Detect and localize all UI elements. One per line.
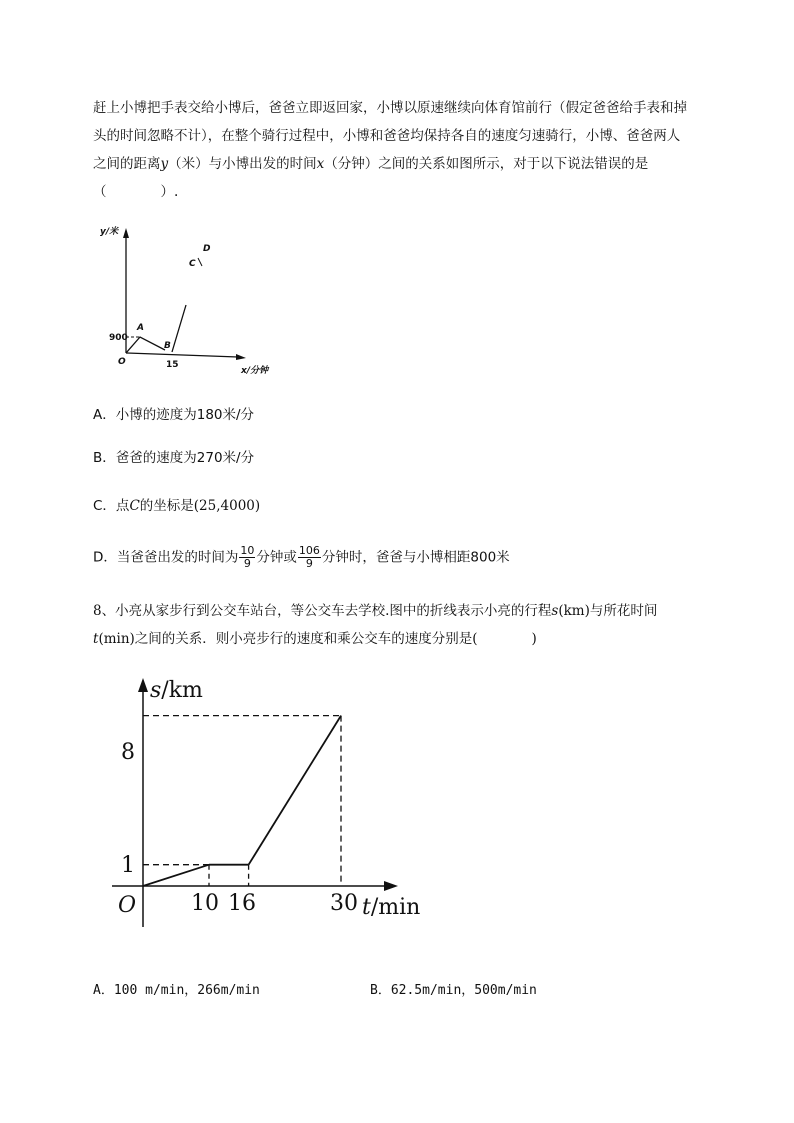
fig2-y-tick-1: 1 xyxy=(121,853,135,878)
fig2-y-label-var: s xyxy=(150,678,162,703)
q8-line-1-part-b: (km)与所花时间 xyxy=(558,603,658,619)
fig2-x-tick-30: 30 xyxy=(330,891,358,916)
var-t: t xyxy=(93,631,99,647)
q7-line-4: （ ）. xyxy=(93,184,179,200)
var-s: s xyxy=(551,603,559,619)
q7-option-d-suffix: 分钟时，爸爸与小博相距800米 xyxy=(321,549,510,566)
q7-option-a: A．小博的迹度为180米/分 xyxy=(93,407,255,423)
q7-line-3-part-b: （米）与小博出发的时间 xyxy=(168,156,317,172)
fraction-1-denominator: 9 xyxy=(243,557,251,570)
fig1-y-tick-900: 900 xyxy=(109,333,128,343)
q7-option-d-middle: 分钟或 xyxy=(256,549,297,566)
fig2-segment-1 xyxy=(143,865,209,886)
fig1-point-b: B xyxy=(164,341,171,351)
fig2-x-label xyxy=(362,895,420,920)
fig2-plot-area xyxy=(143,716,341,886)
fig2-segment-3 xyxy=(249,716,341,865)
q8-line-1-part-a: 8、小亮从家步行到公交车站台，等公交车去学校.图中的折线表示小亮的行程 xyxy=(93,603,552,619)
q7-option-c-suffix: 的坐标是(25,4000) xyxy=(139,498,261,514)
fig2-y-arrow xyxy=(138,678,148,692)
fig1-point-c: C xyxy=(189,259,196,269)
q7-option-b: B．爸爸的速度为270米/分 xyxy=(93,450,255,466)
q8-line-2-text: (min)之间的关系．则小亮步行的速度和乘公交车的速度分别是( ) xyxy=(98,631,537,647)
fig2-y-label-unit: /km xyxy=(161,678,203,703)
fig2-y-tick-8: 8 xyxy=(121,740,135,765)
fig2-x-label-unit: /min xyxy=(370,895,421,920)
var-x: x xyxy=(316,156,325,172)
fig2-x-tick-16: 16 xyxy=(228,891,256,916)
q7-option-c-prefix: C．点 xyxy=(93,498,130,514)
fig2-y-label xyxy=(150,678,203,703)
fig2-x-tick-10: 10 xyxy=(191,891,219,916)
var-y: y xyxy=(160,156,169,172)
q7-line-1: 赶上小博把手表交给小博后，爸爸立即返回家，小博以原速继续向体育馆前行（假定爸爸给手表和掉 xyxy=(93,100,687,116)
q7-option-c-symbol: C xyxy=(129,498,140,514)
q7-line-2: 头的时间忽略不计），在整个骑行过程中，小博和爸爸均保持各自的速度匀速骑行，小博、爸爸两人 xyxy=(93,128,681,144)
fig1-point-a: A xyxy=(137,323,144,333)
fig2-x-label-var: t xyxy=(362,895,371,920)
q8-option-b: B．62.5m/min，500m/min xyxy=(370,983,537,998)
fraction-1-numerator: 10 xyxy=(240,544,255,557)
fig1-x-label: x/分钟 xyxy=(241,366,269,376)
fig2-origin: O xyxy=(118,893,137,918)
fig1-x-tick-15: 15 xyxy=(166,360,179,370)
fraction-2-numerator: 106 xyxy=(298,544,320,557)
fig1-y-label: y/米 xyxy=(100,227,119,237)
q7-line-3-part-c: （分钟）之间的关系如图所示，对于以下说法错误的是 xyxy=(324,156,649,172)
q7-option-d-prefix: D．当爸爸出发的时间为 xyxy=(93,549,239,566)
fig2-x-arrow xyxy=(384,881,398,891)
fraction-2-denominator: 9 xyxy=(305,557,313,570)
q7-line-3-part-a: 之间的距离 xyxy=(93,156,161,172)
q8-option-a: A．100 m/min，266m/min xyxy=(93,983,260,998)
fig1-origin: O xyxy=(118,357,126,367)
fig1-point-d: D xyxy=(203,244,211,254)
